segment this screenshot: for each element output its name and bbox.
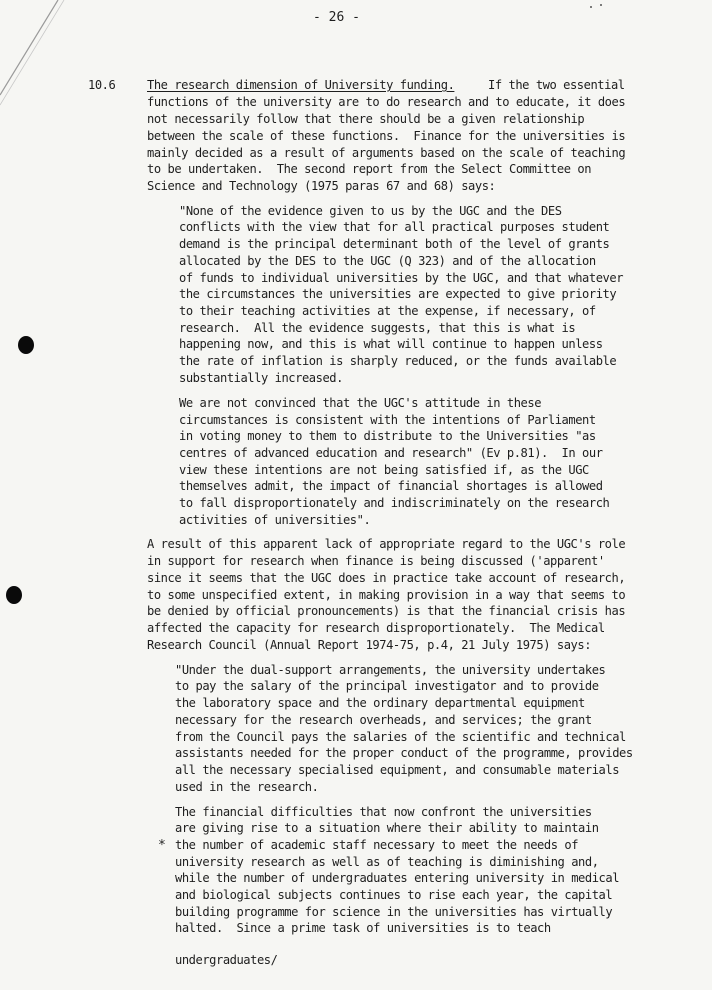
section-number: 10.6 (88, 78, 116, 92)
quote-line: to fall disproportionately and indiscriminately on the research (179, 496, 610, 510)
quote-line: university research as well as of teaching is diminishing and, (175, 855, 599, 869)
quote-line: We are not convinced that the UGC's attitude in these (179, 396, 542, 410)
paragraph-line: not necessarily follow that there should be a given relationship (147, 112, 585, 126)
paragraph-line: affected the capacity for research disproportionately. The Medical (147, 621, 605, 635)
quote-line: "Under the dual-support arrangements, the university undertakes (175, 663, 606, 677)
paragraph-line: Research Council (Annual Report 1974-75, p.4, 21 July 1975) says: (147, 638, 592, 652)
punch-hole (6, 586, 22, 604)
quote-line: necessary for the research overheads, and services; the grant (175, 713, 592, 727)
quote-line: to pay the salary of the principal investigator and to provide (175, 679, 599, 693)
paragraph-line: Science and Technology (1975 paras 67 and 68) says: (147, 179, 496, 193)
section-title: The research dimension of University funding. (147, 78, 455, 92)
quote-line: assistants needed for the proper conduct of the programme, provides (175, 746, 633, 760)
paragraph-line: If the two essential (488, 78, 625, 92)
quote-line: while the number of undergraduates entering university in medical (175, 871, 620, 885)
paragraph-line: functions of the university are to do research and to educate, it does (147, 95, 626, 109)
paragraph-line: to some unspecified extent, in making provision in a way that seems to (147, 588, 626, 602)
quote-line: view these intentions are not being satisfied if, as the UGC (179, 463, 589, 477)
quote-line: substantially increased. (179, 371, 343, 385)
quote-line: used in the research. (175, 780, 319, 794)
quote-line: in voting money to them to distribute to the Universities "as (179, 429, 596, 443)
quote-line: demand is the principal determinant both of the level of grants (179, 237, 610, 251)
quote-line: "None of the evidence given to us by the UGC and the DES (179, 204, 562, 218)
quote-line: centres of advanced education and research" (Ev p.81). In our (179, 446, 603, 460)
quote-line: the laboratory space and the ordinary departmental equipment (175, 696, 585, 710)
paragraph-line: in support for research when finance is being discussed ('apparent' (147, 554, 605, 568)
quote-line: activities of universities". (179, 513, 371, 527)
quote-line: happening now, and this is what will continue to happen unless (179, 337, 603, 351)
paragraph-line: since it seems that the UGC does in practice take account of research, (147, 571, 626, 585)
page-number: - 26 - (313, 10, 360, 25)
scan-corner-mark (0, 0, 80, 110)
quote-line: the circumstances the universities are expected to give priority (179, 287, 617, 301)
quote-line: to their teaching activities at the expense, if necessary, of (179, 304, 596, 318)
quote-line: allocated by the DES to the UGC (Q 323) and of the allocation (179, 254, 596, 268)
punch-hole (18, 336, 34, 354)
quote-line: circumstances is consistent with the intentions of Parliament (179, 413, 596, 427)
paragraph-line: between the scale of these functions. Finance for the universities is (147, 129, 626, 143)
quote-line: are giving rise to a situation where their ability to maintain (175, 821, 599, 835)
paragraph-line: mainly decided as a result of arguments based on the scale of teaching (147, 146, 626, 160)
quote-line: and biological subjects continues to rise each year, the capital (175, 888, 613, 902)
quote-line: of funds to individual universities by the UGC, and that whatever (179, 271, 624, 285)
quote-line: the rate of inflation is sharply reduced, or the funds available (179, 354, 617, 368)
scan-speck (600, 4, 602, 6)
quote-line: The financial difficulties that now confront the universities (175, 805, 592, 819)
continuation-catchword: undergraduates/ (175, 953, 278, 967)
paragraph-line: be denied by official pronouncements) is that the financial crisis has (147, 604, 626, 618)
quote-line: conflicts with the view that for all practical purposes student (179, 220, 610, 234)
paragraph-line: A result of this apparent lack of appropriate regard to the UGC's role (147, 537, 626, 551)
margin-asterisk: * (158, 838, 166, 853)
quote-line: themselves admit, the impact of financial shortages is allowed (179, 479, 603, 493)
quote-line: building programme for science in the universities has virtually (175, 905, 613, 919)
quote-line: research. All the evidence suggests, that this is what is (179, 321, 576, 335)
quote-line: halted. Since a prime task of universities is to teach (175, 921, 551, 935)
paragraph-line: to be undertaken. The second report from the Select Committee on (147, 162, 592, 176)
quote-line: the number of academic staff necessary to meet the needs of (175, 838, 579, 852)
quote-line: all the necessary specialised equipment, and consumable materials (175, 763, 620, 777)
scan-speck (590, 6, 592, 8)
quote-line: from the Council pays the salaries of the scientific and technical (175, 730, 626, 744)
